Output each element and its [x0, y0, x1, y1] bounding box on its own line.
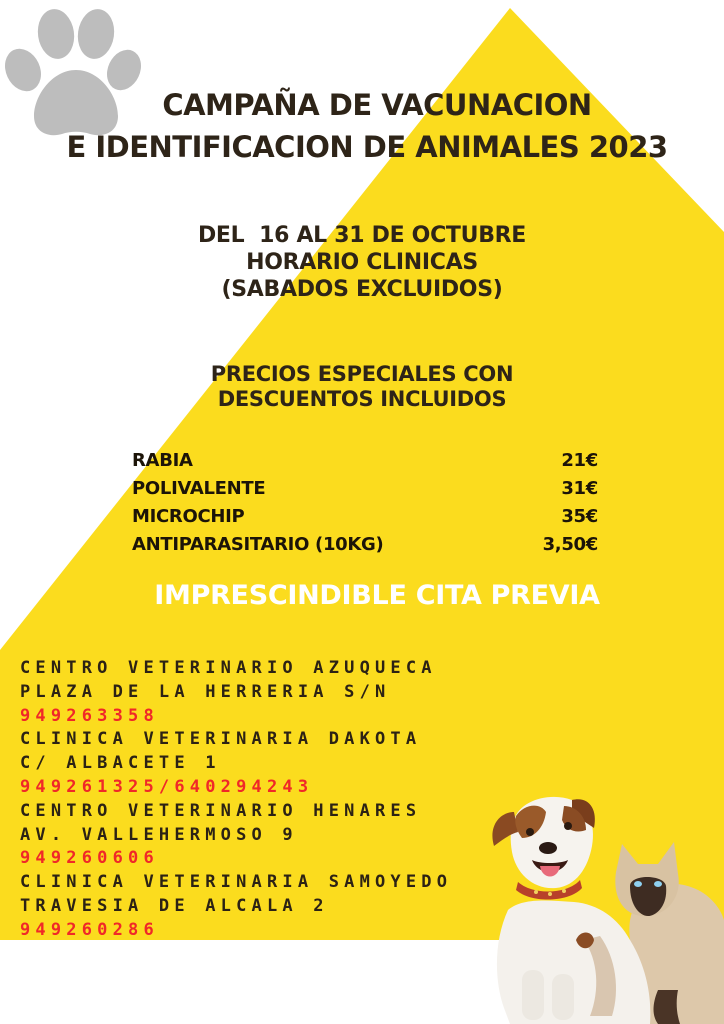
clinic-name: CENTRO VETERINARIO HENARES [20, 800, 422, 821]
promo-line-1: PRECIOS ESPECIALES CON [210, 362, 514, 386]
price-list [132, 447, 598, 559]
clinic-phone: 949260606 [20, 848, 159, 869]
campaign-title [0, 84, 724, 168]
promo-line-2: DESCUENTOS INCLUIDOS [217, 387, 507, 411]
clinic-name: CLINICA VETERINARIA SAMOYEDO [20, 872, 453, 893]
schedule-exclusion: (SABADOS EXCLUIDOS) [221, 277, 503, 302]
clinic-address: TRAVESIA DE ALCALA 2 [20, 895, 329, 916]
clinic-name: CENTRO VETERINARIO AZUQUECA [20, 658, 437, 678]
appointment-notice: IMPRESCINDIBLE CITA PREVIA [154, 580, 600, 611]
price-value: 31€ [561, 478, 598, 499]
clinic-list [20, 657, 520, 943]
price-item: RABIA [132, 450, 193, 471]
clinic-phone: 949260286 [20, 919, 159, 940]
price-row-rabia [132, 447, 598, 475]
price-item: POLIVALENTE [132, 478, 266, 499]
price-item: ANTIPARASITARIO (10KG) [132, 534, 384, 555]
clinic-address: AV. VALLEHERMOSO 9 [20, 824, 298, 845]
campaign-schedule [0, 222, 724, 303]
clinic-address: C/ ALBACETE 1 [20, 753, 221, 774]
clinic-address: PLAZA DE LA HERRERIA S/N [20, 681, 391, 702]
title-line-1: CAMPAÑA DE VACUNACION [162, 88, 592, 122]
schedule-dates: DEL 16 AL 31 DE OCTUBRE [197, 223, 527, 248]
price-row-microchip [132, 503, 598, 531]
price-row-polivalente [132, 475, 598, 503]
schedule-hours: HORARIO CLINICAS [246, 250, 478, 275]
price-value: 21€ [561, 450, 598, 471]
special-prices-heading [0, 362, 724, 412]
clinic-phone: 949261325/640294243 [20, 776, 314, 797]
price-item: MICROCHIP [132, 506, 245, 527]
price-value: 35€ [561, 506, 598, 527]
clinic-name: CLINICA VETERINARIA DAKOTA [20, 729, 422, 750]
dog-and-cat-illustration [480, 790, 724, 1024]
price-value: 3,50€ [542, 534, 598, 555]
price-row-antiparasitario [132, 531, 598, 559]
clinic-phone: 949263358 [20, 705, 159, 726]
title-line-2: E IDENTIFICACION DE ANIMALES 2023 [66, 130, 668, 164]
